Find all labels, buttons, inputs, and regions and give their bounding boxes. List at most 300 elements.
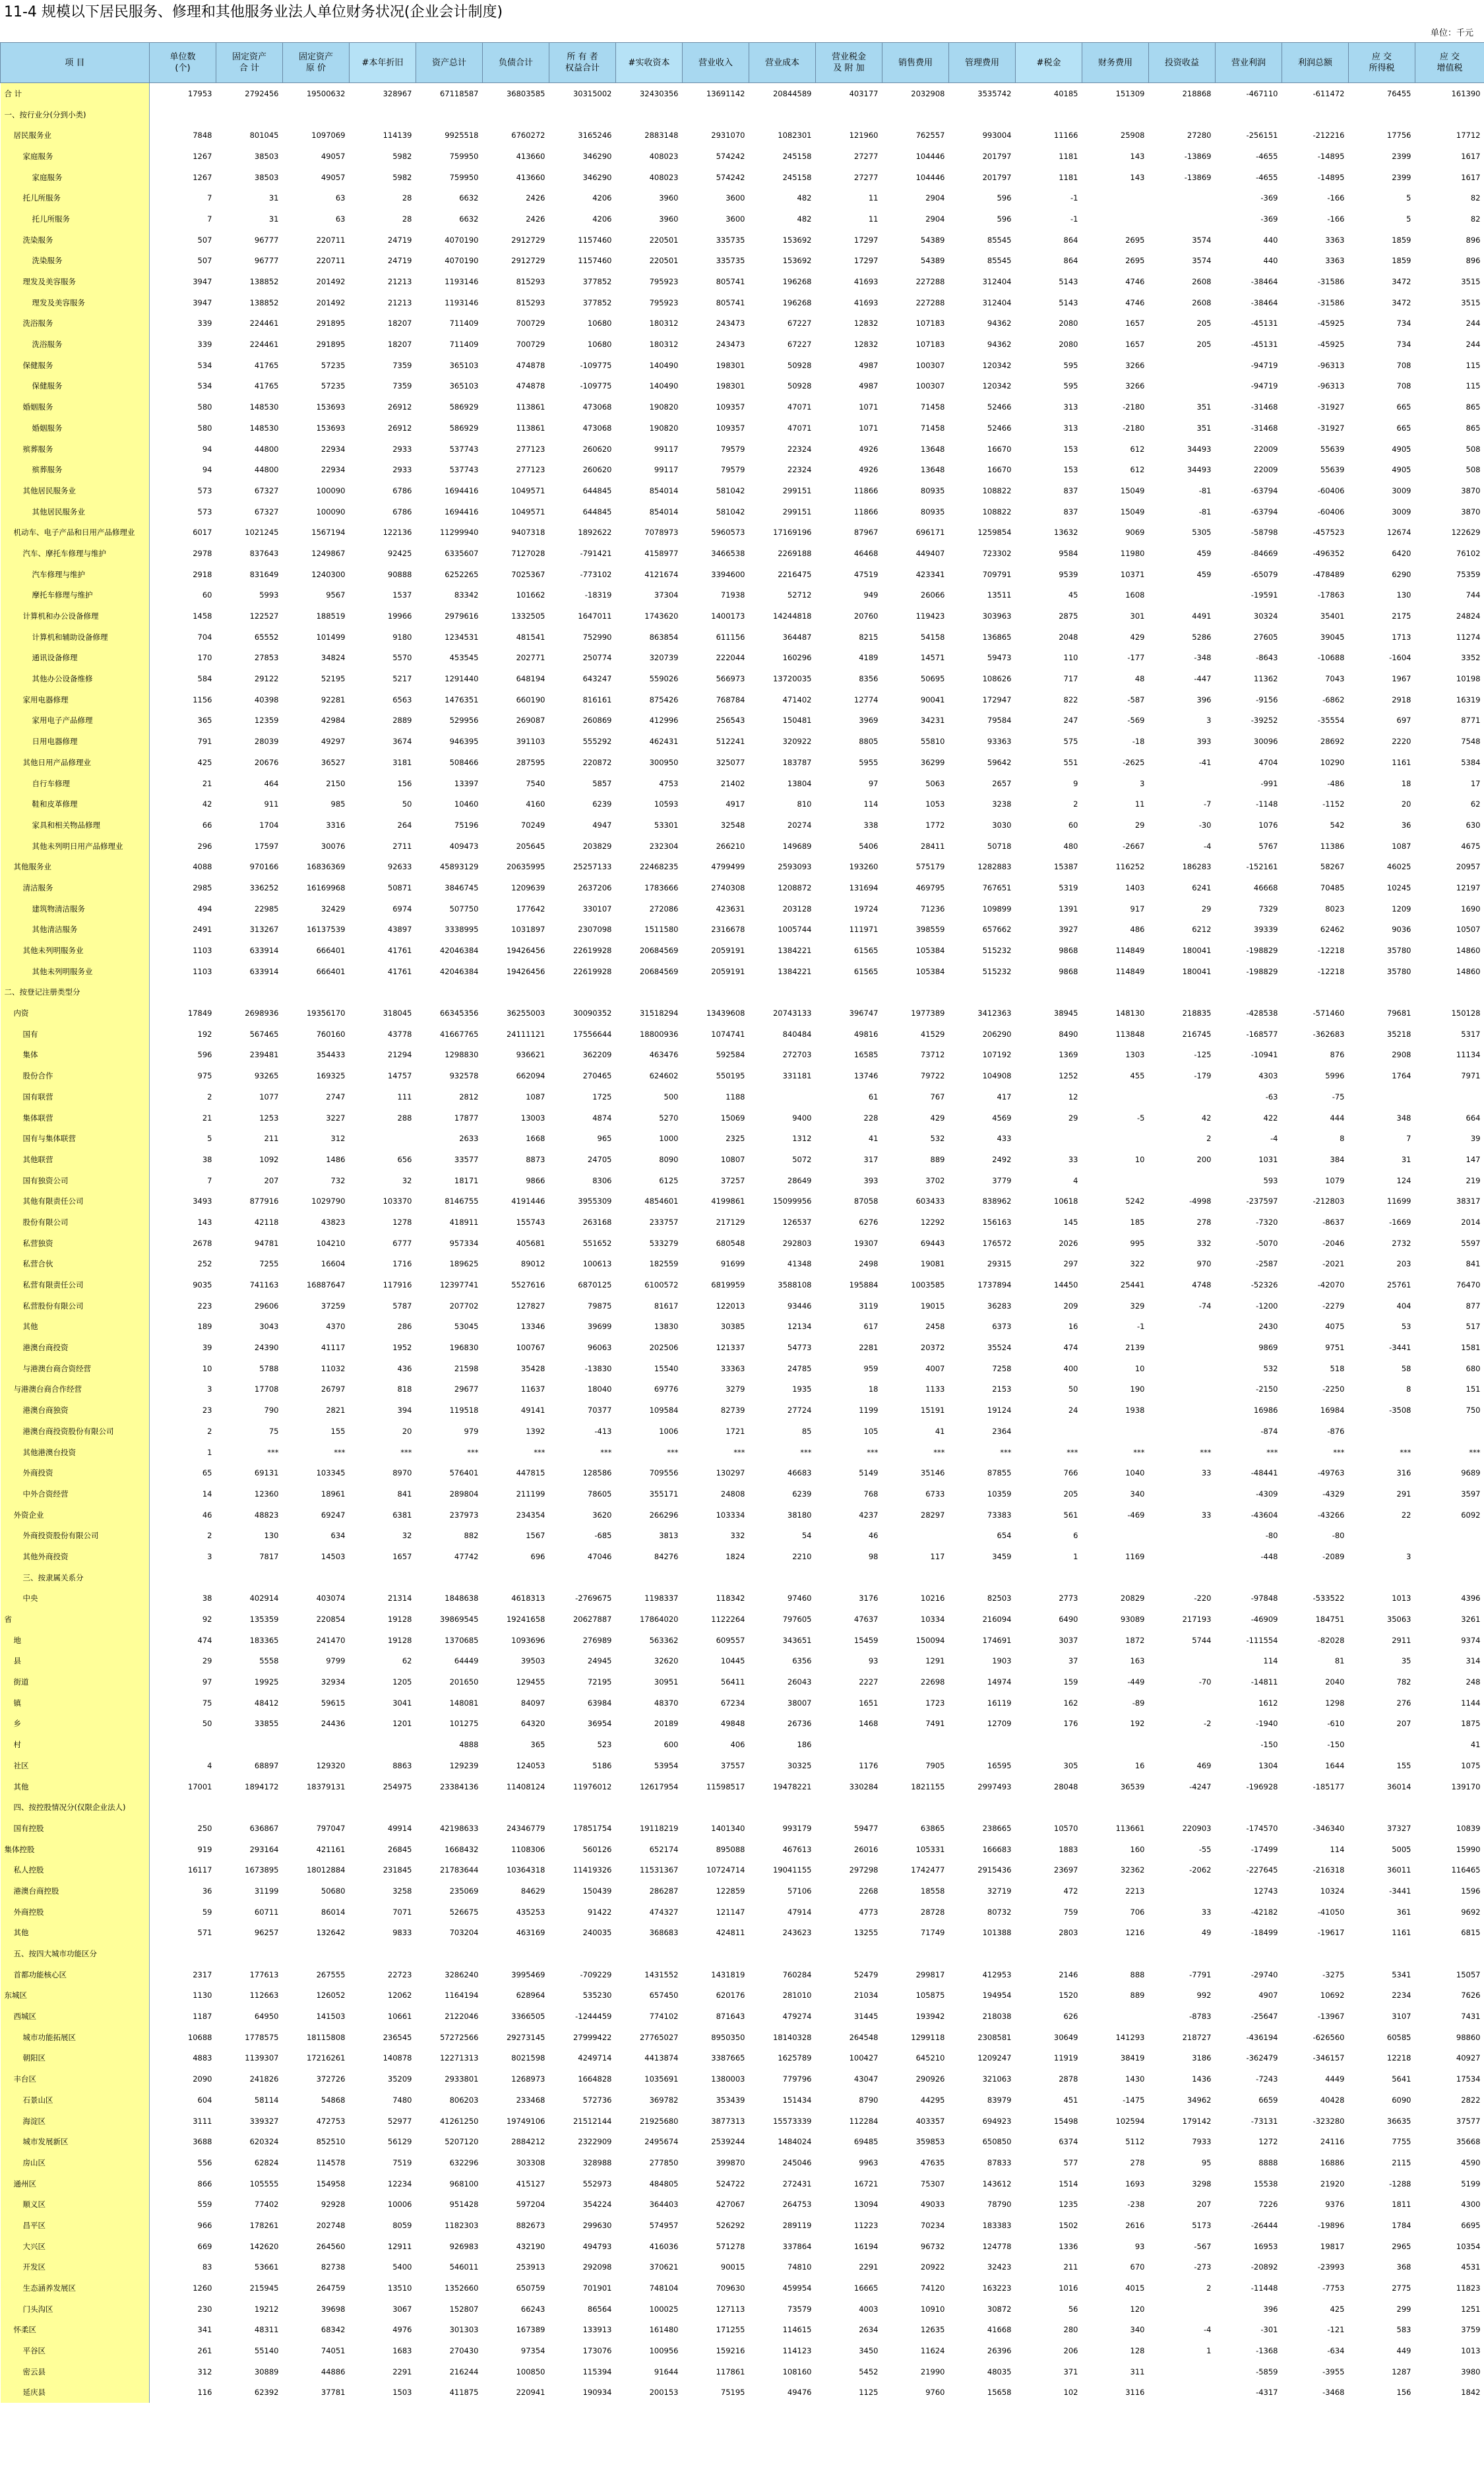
table-cell: 10724714 [706, 1865, 745, 1875]
table-cell: 13255 [853, 1928, 879, 1938]
table-cell: 650850 [982, 2137, 1012, 2147]
table-cell [1016, 104, 1082, 125]
table-cell: 353439 [716, 2095, 745, 2105]
table-cell: 140490 [649, 381, 679, 391]
column-header: 应 交 增值税 [1415, 43, 1484, 83]
table-cell: 429 [930, 1113, 945, 1123]
table-cell: 193260 [849, 862, 879, 872]
table-cell: 17297 [853, 256, 879, 266]
table-cell: 1087 [526, 1092, 545, 1101]
table-cell: 16319 [1456, 695, 1481, 704]
table-cell: 1013 [1461, 2346, 1481, 2356]
table-cell: 8888 [1258, 2157, 1278, 2167]
table-cell [1082, 1797, 1149, 1818]
table-cell: 50 [402, 799, 412, 809]
table-cell: 837 [1063, 507, 1078, 516]
table-cell: 5072 [792, 1154, 812, 1164]
table-cell: 101662 [516, 590, 545, 600]
table-cell: 435253 [516, 1907, 545, 1917]
table-row [1, 313, 1484, 334]
table-cell: 752990 [582, 632, 612, 642]
row-label: 三、按隶属关系分 [1, 1567, 150, 1588]
table-cell: 15049 [1120, 507, 1145, 516]
table-cell: 142620 [249, 2241, 279, 2251]
table-cell: 2175 [1392, 611, 1411, 621]
row-label: 托儿所服务 [1, 208, 150, 230]
table-cell [350, 1797, 416, 1818]
table-cell: 37781 [321, 2388, 346, 2398]
table-cell [882, 1734, 949, 1755]
table-cell: 16953 [1253, 2241, 1278, 2251]
table-cell: 35146 [920, 1468, 945, 1478]
row-label: 城市功能拓展区 [1, 2027, 150, 2048]
table-cell: 6374 [1059, 2137, 1078, 2147]
table-cell: 10354 [1456, 2241, 1481, 2251]
table-cell: 84097 [520, 1698, 545, 1708]
table-cell: -709229 [580, 1969, 612, 1979]
table-cell: 9963 [859, 2157, 879, 2167]
table-cell: 55140 [254, 2346, 279, 2356]
table-cell: 595 [1063, 381, 1078, 391]
row-label: 自行车修理 [1, 773, 150, 794]
table-cell: 805741 [716, 277, 745, 287]
table-cell: 96732 [920, 2241, 945, 2251]
table-cell: 447815 [516, 1468, 545, 1478]
table-cell: 220501 [649, 235, 679, 245]
row-label: 国有独资公司 [1, 1170, 150, 1191]
table-cell: 185 [1130, 1217, 1145, 1227]
table-cell: 87058 [853, 1196, 879, 1206]
table-cell: 417 [997, 1092, 1012, 1101]
table-cell: 41693 [853, 297, 879, 307]
table-cell: 2593093 [778, 862, 812, 872]
table-cell: 104908 [982, 1071, 1012, 1081]
table-cell: 2884212 [511, 2137, 545, 2147]
table-cell: 29 [1134, 820, 1145, 830]
table-cell: 574957 [649, 2220, 679, 2230]
table-cell: 2430 [1258, 1322, 1278, 1332]
table-cell: 762557 [915, 131, 945, 140]
table-cell: -75 [1332, 1092, 1345, 1101]
table-cell: 63865 [920, 1823, 945, 1833]
table-cell: 1299118 [911, 2032, 945, 2042]
table-cell: 995 [1130, 1238, 1145, 1248]
table-cell: 201492 [316, 297, 346, 307]
table-cell: -81 [1198, 507, 1212, 516]
table-cell: -150 [1260, 1740, 1278, 1750]
table-cell: 13511 [987, 590, 1012, 600]
table-cell: 153692 [782, 256, 812, 266]
table-cell: 518 [1330, 1363, 1345, 1373]
table-cell [1016, 1943, 1082, 1964]
table-cell: 7540 [526, 778, 545, 788]
table-cell [882, 1525, 949, 1546]
table-cell: 48412 [254, 1698, 279, 1708]
table-cell: 19128 [387, 1635, 412, 1645]
column-header: 营业税金 及 附 加 [816, 43, 882, 83]
table-cell: 24346779 [506, 1823, 545, 1833]
table-cell: 2608 [1192, 277, 1212, 287]
table-cell: 30649 [1053, 2032, 1078, 2042]
table-cell: 9036 [1392, 925, 1411, 935]
table-cell: 3394600 [711, 569, 745, 579]
table-cell: 620176 [716, 1991, 745, 2000]
row-label: 集体控股 [1, 1839, 150, 1860]
table-cell: 26912 [387, 402, 412, 412]
table-cell: 20635995 [506, 862, 545, 872]
table-cell: 5400 [392, 2262, 412, 2272]
table-cell [816, 1943, 882, 1964]
table-cell: 2732 [1392, 1238, 1411, 1248]
table-cell: -791421 [580, 548, 612, 558]
table-cell: 559 [197, 2200, 212, 2210]
table-cell: 66243 [520, 2304, 545, 2314]
table-cell: 574242 [716, 151, 745, 161]
table-row [1, 480, 1484, 501]
table-cell: 91422 [587, 1907, 612, 1917]
table-row [1, 2236, 1484, 2257]
table-cell [1282, 104, 1349, 125]
table-cell: -31586 [1317, 277, 1345, 287]
table-cell [683, 1943, 749, 1964]
table-cell: 102 [1063, 2388, 1078, 2398]
table-cell: 59642 [987, 757, 1012, 767]
table-cell: 2291 [859, 2262, 879, 2272]
table-cell: -168577 [1246, 1029, 1278, 1039]
table-cell: 8771 [1461, 716, 1481, 726]
table-cell: 48370 [654, 1698, 679, 1708]
table-cell [683, 104, 749, 125]
table-cell: 1076 [1258, 820, 1278, 830]
row-label: 外商投资 [1, 1462, 150, 1483]
row-label: 石景山区 [1, 2090, 150, 2111]
table-cell: 1400173 [711, 611, 745, 621]
table-cell: 17 [1470, 778, 1481, 788]
table-cell: -11448 [1251, 2283, 1278, 2293]
table-cell: -3508 [1389, 1406, 1411, 1415]
table-row [1, 1462, 1484, 1483]
table-cell: 86014 [321, 1907, 346, 1917]
table-cell: 133913 [582, 2325, 612, 2335]
table-cell: -58798 [1251, 528, 1278, 538]
table-cell: 12 [1068, 1092, 1078, 1101]
table-cell: 2399 [1392, 151, 1411, 161]
table-row [1, 1609, 1484, 1630]
table-cell: -17499 [1251, 1844, 1278, 1854]
table-cell [1016, 1797, 1082, 1818]
table-row [1, 1985, 1484, 2006]
row-label: 婚姻服务 [1, 396, 150, 418]
table-cell: 993179 [782, 1823, 812, 1833]
table-cell: 100090 [316, 507, 346, 516]
table-cell: 7025367 [511, 569, 545, 579]
table-row [1, 1379, 1484, 1400]
table-cell: 163223 [982, 2283, 1012, 2293]
table-cell: 633914 [249, 946, 279, 956]
table-cell [816, 1567, 882, 1588]
table-cell: 7127028 [511, 548, 545, 558]
table-cell: 37 [1068, 1656, 1078, 1666]
table-cell: 1520 [1059, 1991, 1078, 2000]
table-cell: 449 [1396, 2346, 1411, 2356]
table-cell: 241470 [316, 1635, 346, 1645]
table-cell: 13746 [853, 1071, 879, 1081]
table-cell [816, 1734, 882, 1755]
table-cell: 26845 [387, 1844, 412, 1854]
table-cell: -227645 [1246, 1865, 1278, 1875]
table-cell: 1272 [1258, 2137, 1278, 2147]
table-cell: 7329 [1258, 904, 1278, 914]
column-header: 财务费用 [1082, 43, 1149, 83]
table-cell: 12218 [1386, 2053, 1411, 2063]
row-label: 其他 [1, 1776, 150, 1797]
table-cell: 328988 [582, 2157, 612, 2167]
table-cell: 211 [1063, 2262, 1078, 2272]
table-cell: 5317 [1461, 1029, 1481, 1039]
table-cell: 6241 [1192, 883, 1212, 892]
table-cell: 59 [202, 1907, 212, 1917]
table-cell: -4329 [1322, 1489, 1345, 1499]
table-cell: 3597 [1461, 1489, 1481, 1499]
table-cell: 286 [397, 1322, 412, 1332]
table-cell: -449 [1127, 1677, 1145, 1687]
table-cell: 19749106 [506, 2116, 545, 2126]
column-header: 销售费用 [882, 43, 949, 83]
table-cell: 34962 [1187, 2095, 1212, 2105]
table-cell: 4413874 [644, 2053, 679, 2063]
table-cell: 841 [1466, 1259, 1481, 1269]
table-cell: -4655 [1256, 151, 1278, 161]
row-label: 清洁服务 [1, 877, 150, 898]
table-cell: 31518294 [639, 1008, 679, 1018]
table-cell: 1291 [925, 1656, 945, 1666]
table-cell: 2080 [1059, 340, 1078, 350]
table-cell: 1021245 [245, 528, 279, 538]
table-cell: 20676 [254, 757, 279, 767]
table-cell: 768784 [716, 695, 745, 704]
table-cell: 524722 [716, 2179, 745, 2188]
table-cell: 15069 [720, 1113, 745, 1123]
table-cell: 11699 [1386, 1196, 1411, 1206]
table-cell: 42118 [254, 1217, 279, 1227]
table-cell: 1144 [1461, 1698, 1481, 1708]
table-cell: 1097069 [311, 131, 346, 140]
table-cell: 1391 [1059, 904, 1078, 914]
table-cell: -96313 [1317, 360, 1345, 370]
table-cell: 205 [1063, 1489, 1078, 1499]
table-cell [1282, 1943, 1349, 1964]
table-cell: 341 [197, 2325, 212, 2335]
table-cell: 215945 [249, 2283, 279, 2293]
table-cell: 22 [1401, 1510, 1411, 1520]
table-cell: 3366505 [511, 2012, 545, 2022]
table-cell: 6239 [592, 799, 612, 809]
table-cell: 866 [197, 2179, 212, 2188]
table-cell: 39 [1470, 1134, 1481, 1144]
table-cell: 343651 [782, 1635, 812, 1645]
table-cell: -876 [1327, 1426, 1345, 1436]
table-cell: 3574 [1192, 235, 1212, 245]
table-cell: 932578 [449, 1071, 479, 1081]
row-label: 私人控股 [1, 1859, 150, 1880]
table-cell: 4249714 [578, 2053, 612, 2063]
table-cell: 34824 [321, 653, 346, 663]
table-cell: 19426456 [506, 966, 545, 976]
table-cell: 33855 [254, 1719, 279, 1729]
table-cell: 16137539 [306, 925, 346, 935]
table-cell: 993004 [982, 131, 1012, 140]
table-cell: 67227 [787, 319, 812, 328]
table-cell: 14244818 [772, 611, 812, 621]
table-cell: -60406 [1317, 485, 1345, 495]
table-cell: 92633 [387, 862, 412, 872]
table-cell [350, 1734, 416, 1755]
table-cell: 3266 [1125, 360, 1145, 370]
table-cell: 64320 [520, 1719, 545, 1729]
table-cell: 440 [1263, 256, 1278, 266]
table-row [1, 731, 1484, 752]
row-label: 家庭服务 [1, 146, 150, 167]
table-cell: 33363 [720, 1363, 745, 1373]
table-cell: 25761 [1386, 1280, 1411, 1290]
table-cell: 50680 [321, 1886, 346, 1896]
table-cell: 486 [1130, 925, 1145, 935]
table-cell: 2773 [1059, 1594, 1078, 1603]
table-cell: -48441 [1251, 1468, 1278, 1478]
row-label: 摩托车修理与维护 [1, 585, 150, 606]
table-cell: 254975 [383, 1781, 412, 1791]
table-cell: 645210 [915, 2053, 945, 2063]
table-cell: *** [334, 1447, 346, 1457]
table-cell [483, 1943, 549, 1964]
table-cell: 85 [801, 1426, 812, 1436]
table-cell: 13346 [520, 1322, 545, 1332]
table-cell: 96777 [254, 235, 279, 245]
table-cell: 1783666 [644, 883, 679, 892]
table-cell: 4947 [592, 820, 612, 830]
table-cell: 336252 [249, 883, 279, 892]
table-cell: 160296 [782, 653, 812, 663]
table-cell: 87855 [987, 1468, 1012, 1478]
table-cell: *** [267, 1447, 279, 1457]
table-cell: 574242 [716, 172, 745, 182]
table-cell: 5857 [592, 778, 612, 788]
table-cell: 108160 [782, 2367, 812, 2376]
table-cell: 113861 [516, 402, 545, 412]
table-cell: 147 [1466, 1154, 1481, 1164]
table-cell: 5767 [1258, 841, 1278, 851]
row-label: 家用电器修理 [1, 689, 150, 710]
table-cell: -13830 [584, 1363, 612, 1373]
table-cell: 15573339 [772, 2116, 812, 2126]
table-cell: -362479 [1246, 2053, 1278, 2063]
table-cell: 709556 [649, 1468, 679, 1478]
table-cell: -3441 [1389, 1886, 1411, 1896]
table-cell: 2803 [1059, 1928, 1078, 1938]
table-cell: 26396 [987, 2346, 1012, 2356]
table-cell: 10460 [454, 799, 479, 809]
table-cell: 75195 [720, 2388, 745, 2398]
table-cell: 96777 [254, 256, 279, 266]
table-cell: 21314 [387, 1594, 412, 1603]
table-cell: 16119 [987, 1698, 1012, 1708]
table-cell: 4237 [859, 1510, 879, 1520]
table-cell: 2498 [859, 1259, 879, 1269]
table-cell: 36803585 [506, 88, 545, 98]
table-cell: 841 [397, 1489, 412, 1499]
table-cell: 946395 [449, 737, 479, 747]
table-cell: 560126 [582, 1844, 612, 1854]
table-cell: -991 [1260, 778, 1278, 788]
table-cell: 40398 [254, 695, 279, 704]
column-header: #税金 [1016, 43, 1082, 83]
table-cell: 346290 [582, 172, 612, 182]
table-cell: *** [1000, 1447, 1012, 1457]
row-label: 鞋和皮革修理 [1, 793, 150, 815]
table-cell: 5597 [1461, 1238, 1481, 1248]
table-cell: 469795 [915, 883, 945, 892]
table-cell: 107183 [915, 340, 945, 350]
table-cell: -185177 [1313, 1781, 1345, 1791]
table-cell: 2637206 [578, 883, 612, 892]
table-cell: -1475 [1123, 2095, 1145, 2105]
table-cell: 2918 [193, 569, 212, 579]
table-cell: 2933801 [445, 2074, 479, 2084]
table-cell: 28649 [787, 1175, 812, 1185]
table-cell: -273 [1194, 2262, 1212, 2272]
table-cell: 650759 [516, 2283, 545, 2293]
table-cell: 2 [207, 1092, 212, 1101]
table-cell: 6786 [392, 485, 412, 495]
table-cell: -2046 [1322, 1238, 1345, 1248]
table-cell: 515232 [982, 966, 1012, 976]
table-cell: 201492 [316, 277, 346, 287]
table-cell: 1093696 [511, 1635, 545, 1645]
table-cell: 207702 [449, 1301, 479, 1311]
table-cell: 299151 [782, 485, 812, 495]
table-cell: 432190 [516, 2241, 545, 2251]
row-label: 其他未列明服务业 [1, 961, 150, 982]
table-cell: 6090 [1392, 2095, 1411, 2105]
table-cell: 167389 [516, 2325, 545, 2335]
table-cell [1149, 2382, 1216, 2403]
table-cell: 4158977 [644, 548, 679, 558]
table-cell: 30951 [654, 1677, 679, 1687]
table-cell: 120342 [982, 381, 1012, 391]
table-cell [1082, 104, 1149, 125]
table-cell: 18800936 [639, 1029, 679, 1039]
table-cell: 47637 [853, 1615, 879, 1625]
table-cell: 270465 [582, 1071, 612, 1081]
table-cell [150, 1943, 216, 1964]
table-cell: 8790 [859, 2095, 879, 2105]
table-cell: 77402 [254, 2200, 279, 2210]
table-cell: -45131 [1251, 340, 1278, 350]
table-cell: 1875 [1461, 1719, 1481, 1729]
table-row [1, 585, 1484, 606]
table-cell: 361 [1396, 1907, 1411, 1917]
table-cell: 575 [1063, 737, 1078, 747]
table-cell: 425 [197, 757, 212, 767]
table-cell: 4874 [592, 1113, 612, 1123]
table-cell: -94719 [1251, 360, 1278, 370]
table-cell [1082, 1734, 1149, 1755]
row-label: 私营有限责任公司 [1, 1274, 150, 1295]
table-cell: 882673 [516, 2220, 545, 2230]
table-cell: 19478221 [772, 1781, 812, 1791]
table-row [1, 2131, 1484, 2152]
table-cell: 196268 [782, 297, 812, 307]
